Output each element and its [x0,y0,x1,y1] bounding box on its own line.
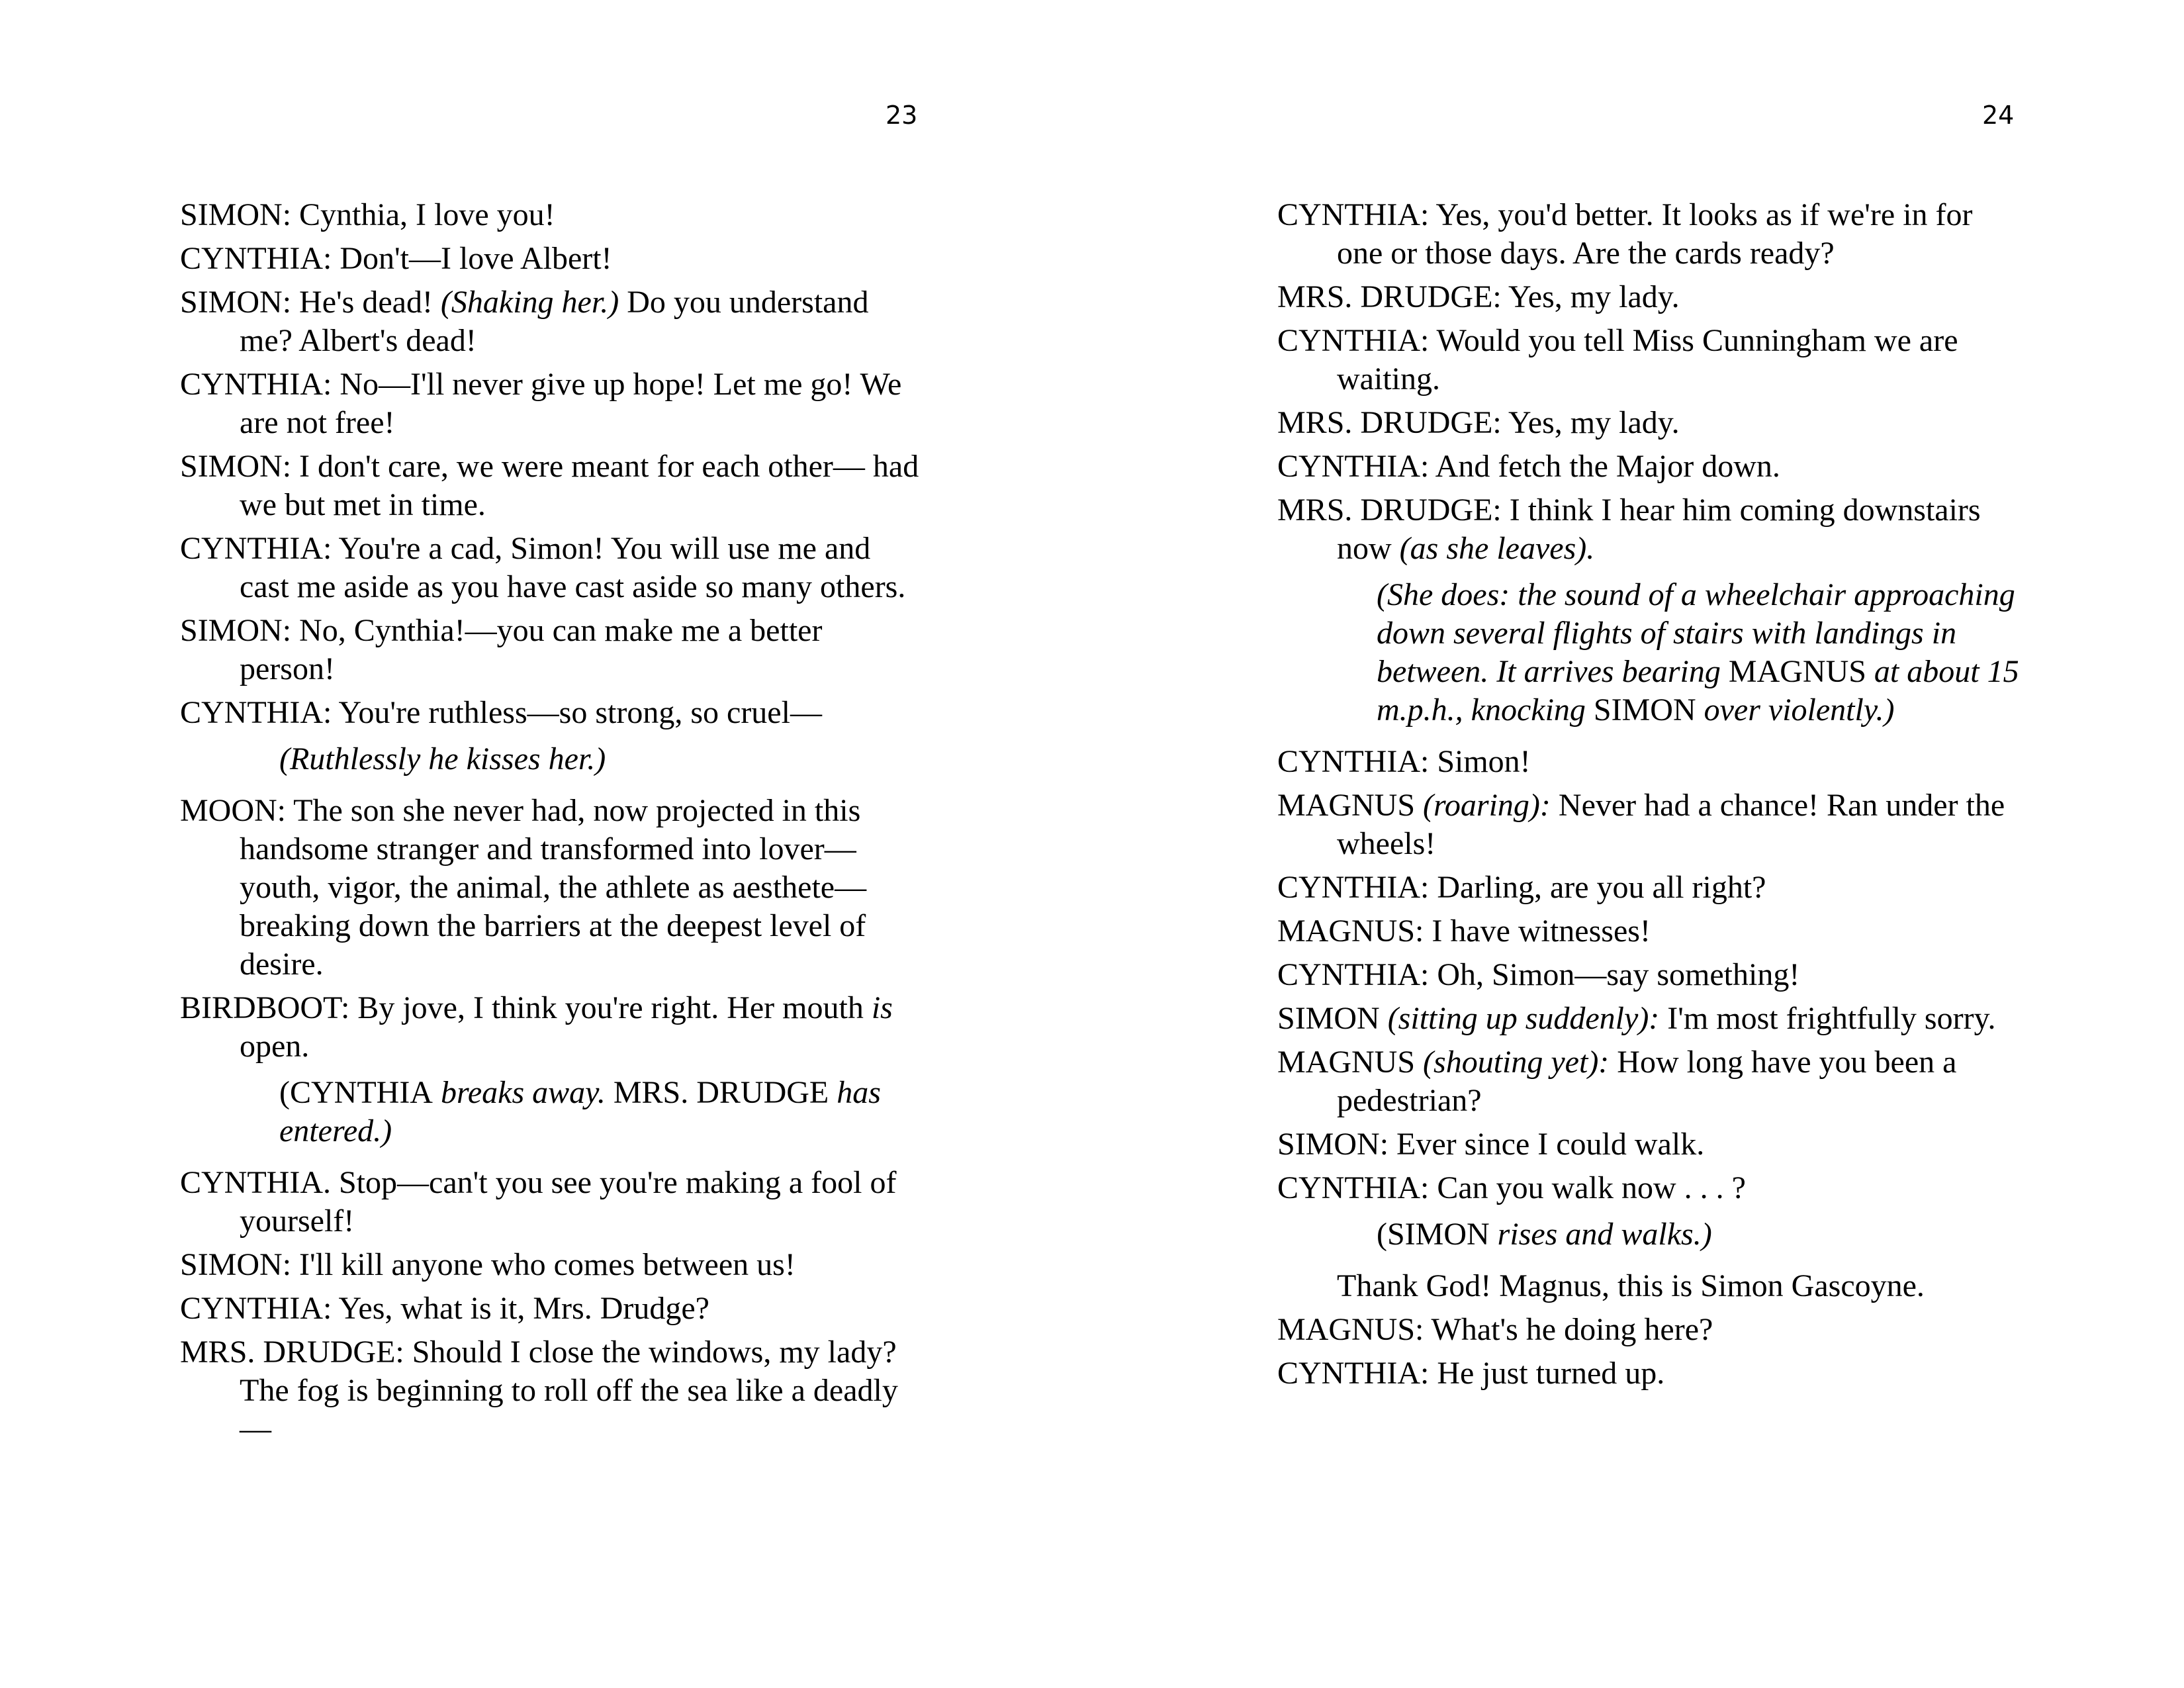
dialogue-line [1277,743,2025,781]
speech: He's dead! [299,285,433,320]
dialogue-line [180,792,921,984]
speech: You're ruthless—so strong, so cruel— [338,695,822,730]
speech: open. [240,1029,310,1064]
dialogue-line [180,283,921,360]
speech: What's he doing here? [1431,1312,1713,1347]
character-name: MRS. DRUDGE [613,1075,829,1110]
speaker: CYNTHIA: [1277,870,1430,905]
speech: Yes, what is it, Mrs. Drudge? [338,1291,709,1326]
dialogue-line [1277,786,2025,863]
dialogue-line [1277,196,2025,273]
speaker: MAGNUS: [1277,1312,1424,1347]
dialogue-line [180,196,921,234]
stage-direction: (Shaking her.) [440,285,619,320]
dialogue-line [1277,1311,2025,1349]
dialogue-line [1277,868,2025,907]
speech: Darling, are you all right? [1437,870,1766,905]
stage-direction: (shouting yet): [1423,1045,1610,1080]
speech: By jove, I think you're right. Her mouth [357,990,864,1025]
dialogue-continuation: Thank God! Magnus, this is Simon Gascoyne. [1337,1268,1925,1303]
dialogue-line [1277,404,2025,442]
speaker: MRS. DRUDGE: [1277,279,1502,314]
dialogue-line [180,612,921,688]
speech: I'll kill anyone who comes between us! [299,1247,796,1282]
speaker: MAGNUS [1277,1045,1416,1080]
speaker: CYNTHIA: [1277,1356,1430,1391]
character-name: SIMON [1593,692,1696,727]
dialogue-line [1277,1125,2025,1164]
emphasis: is [871,990,893,1025]
speech: Should I close the windows, my lady? The fog is beginning to roll off the sea like a deadly— [240,1335,898,1446]
speaker: CYNTHIA: [180,241,332,276]
character-name: SIMON [1387,1217,1490,1252]
character-name: CYNTHIA [289,1075,433,1110]
dialogue-line [180,989,921,1066]
character-name: MAGNUS [1728,654,1866,689]
speaker: CYNTHIA: [1277,957,1430,992]
speech: No, Cynthia!—you can make me a better person! [240,613,823,686]
speaker: SIMON: [180,449,292,484]
dialogue-line [180,530,921,606]
speech: Cynthia, I love you! [299,197,555,232]
speaker: CYNTHIA: [1277,323,1430,358]
speaker: MAGNUS: [1277,914,1424,949]
dialogue-line [1277,1169,2025,1207]
speaker: CYNTHIA: [1277,449,1430,484]
speech: Don't—I love Albert! [340,241,612,276]
speaker: SIMON: [180,1247,292,1282]
dialogue-line [1277,491,2025,568]
stage-direction: (She does: the sound of a wheelchair approaching down several flights of stairs with landings in between. It arrives bearing MAGNUS at about 15 m.p.h., knocking SIMON over violently.) [1377,577,2019,727]
speaker: MRS. DRUDGE: [1277,492,1502,528]
dialogue-line [1277,956,2025,994]
speech: Yes, you'd better. It looks as if we're in for one or those days. Are the cards ready? [1337,197,1973,271]
speaker: CYNTHIA: [1277,197,1430,232]
speech: Yes, my lady. [1508,405,1680,440]
speaker: CYNTHIA: [180,1291,332,1326]
speech: How long have you been a pedestrian? [1337,1045,1957,1118]
dialogue-line [180,1289,921,1328]
speech: I think I hear him coming downstairs now [1337,492,1981,566]
speaker: SIMON: [180,285,292,320]
speech: Simon! [1437,744,1531,779]
dialogue-line [180,447,921,524]
speaker: BIRDBOOT: [180,990,350,1025]
dialogue-line [1277,1354,2025,1393]
speaker: SIMON [1277,1001,1380,1036]
speech: I don't care, we were meant for each other— had we but met in time. [240,449,919,522]
speech: He just turned up. [1437,1356,1665,1391]
speaker: CYNTHIA: [180,695,332,730]
speech: Oh, Simon—say something! [1437,957,1800,992]
speech: Would you tell Miss Cunningham we are waiting. [1337,323,1958,397]
stage-direction: (SIMON rises and walks.) [1377,1217,1712,1252]
dialogue-line [180,694,921,732]
stage-direction: (Ruthlessly he kisses her.) [279,741,606,776]
dialogue-line [1277,322,2025,399]
dialogue-line [180,1164,921,1241]
speaker: MOON: [180,793,287,828]
speaker: MAGNUS [1277,788,1416,823]
speech: No—I'll never give up hope! Let me go! We are not free! [240,367,902,440]
speech: Can you walk now . . . ? [1437,1170,1746,1205]
dialogue-line [180,240,921,278]
speech: Stop—can't you see you're making a fool of yourself! [240,1165,897,1239]
speech: I'm most frightfully sorry. [1667,1001,1996,1036]
speech: You're a cad, Simon! You will use me and cast me aside as you have cast aside so many others. [240,531,906,604]
dialogue-line [1277,1000,2025,1038]
dialogue-line [1277,912,2025,951]
speaker: SIMON: [1277,1127,1389,1162]
page-number: 24 [1982,101,2015,130]
dialogue-line [180,1246,921,1284]
speaker: CYNTHIA: [1277,1170,1430,1205]
right-page [1092,0,2184,1688]
dialogue-line [1277,447,2025,486]
speaker: CYNTHIA: [180,367,332,402]
speech: And fetch the Major down. [1435,449,1780,484]
speech: The son she never had, now projected in this handsome stranger and transformed into lover— youth, vigor, the animal, the athlete as aesthete— breaking down the barriers at the deepest level of desire. [240,793,867,982]
speech: Never had a chance! Ran under the wheels! [1337,788,2005,861]
speech: Ever since I could walk. [1396,1127,1705,1162]
stage-direction: (sitting up suddenly): [1387,1001,1660,1036]
speech: I have witnesses! [1432,914,1651,949]
speaker: MRS. DRUDGE: [1277,405,1502,440]
dialogue-line [180,365,921,442]
speaker: CYNTHIA: [1277,744,1430,779]
script-column [180,196,921,1454]
dialogue-line [1277,278,2025,316]
speaker: SIMON: [180,613,292,648]
page-number: 23 [886,101,918,130]
dialogue-line [180,1333,921,1448]
stage-direction: (as she leaves). [1399,531,1595,566]
speaker: CYNTHIA: [180,531,332,566]
dialogue-line [1277,1043,2025,1120]
script-column [1277,196,2025,1398]
speaker: SIMON: [180,197,292,232]
stage-direction: (roaring): [1423,788,1551,823]
stage-direction: (CYNTHIA breaks away. MRS. DRUDGE has entered.) [279,1075,881,1149]
speech: Do you understand me? Albert's dead! [240,285,869,358]
speech: Yes, my lady. [1508,279,1680,314]
speaker: MRS. DRUDGE: [180,1335,404,1370]
speaker: CYNTHIA. [180,1165,331,1200]
